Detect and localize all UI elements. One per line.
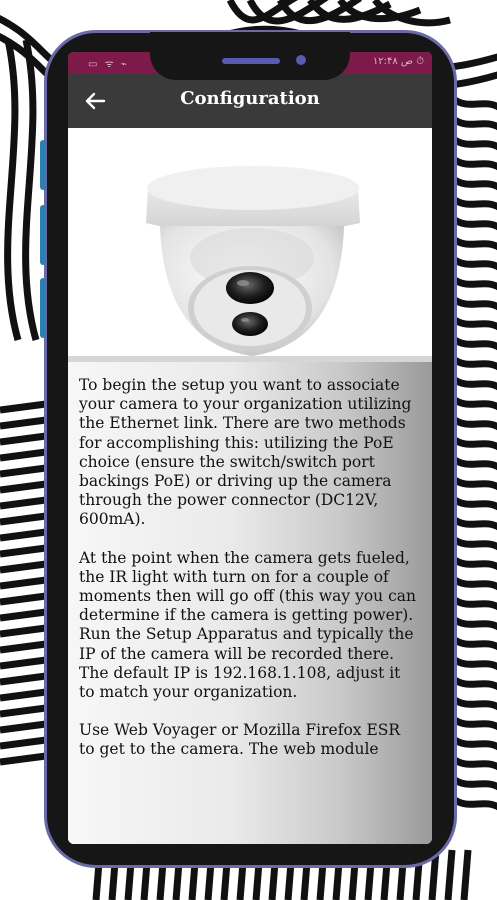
hero-image (68, 128, 432, 362)
status-clock: ۱۲:۴۸ ص ⏱ (372, 56, 424, 67)
article-paragraph: At the point when the camera gets fueled, the IR light with turn on for a couple of moments then will go off (this way you can determine if the camera is getting power). Run the Setup Apparatus and typically the IP of the camera will be recorded there. The default IP is 192.168.1.108, adjust it to match your organization. (79, 548, 416, 702)
phone-side-button-mid (40, 205, 46, 265)
dome-camera-image (68, 128, 432, 362)
article-paragraph: To begin the setup you want to associate your camera to your organization utilizing the Ethernet link. There are two methods for accomplishing this: utilizing the PoE choice (ensure the switch/switch port backings PoE) or driving up the camera through the power connector (DC12V, 600mA). (79, 376, 412, 529)
phone-side-button-top (40, 140, 46, 190)
status-icons: ▭ ᯤ ⌁ (88, 59, 129, 70)
app-bar (68, 74, 432, 128)
article-paragraph: Use Web Voyager or Mozilla Firefox ESR to get to the camera. The web module (79, 721, 401, 759)
phone-notch (150, 32, 350, 80)
phone-side-button-low (40, 278, 46, 338)
front-camera (296, 55, 306, 65)
page-title: Configuration (180, 88, 320, 109)
article-content[interactable] (68, 362, 432, 844)
speaker-grille (222, 58, 280, 64)
phone-screen (68, 52, 432, 844)
